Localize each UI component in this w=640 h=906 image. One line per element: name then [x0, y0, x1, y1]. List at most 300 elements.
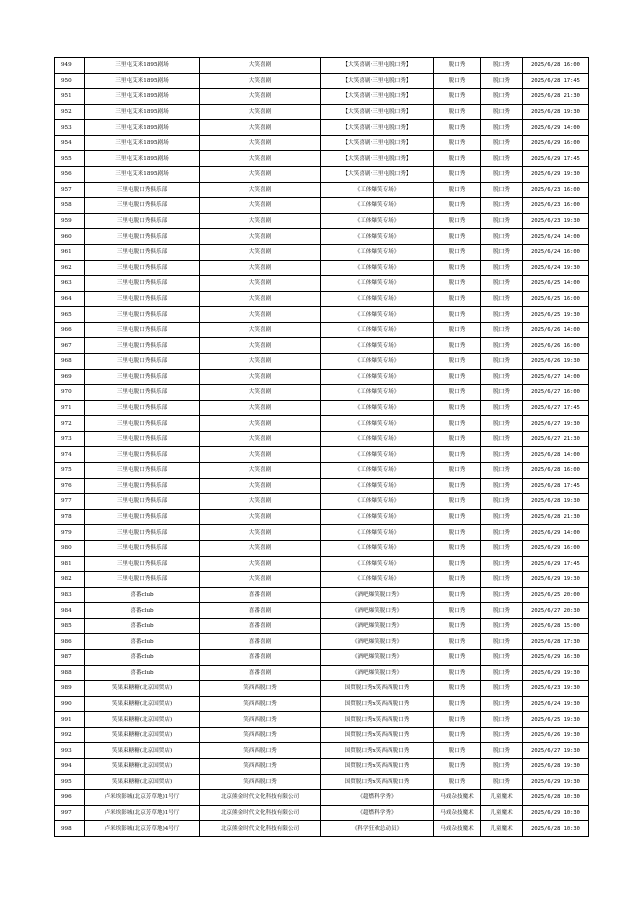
show-title-cell: 【大笑喜剧·三里屯脱口秀】: [321, 151, 434, 167]
showtime-cell: 2025/6/27 19:30: [523, 743, 589, 759]
row-number: 987: [55, 649, 85, 665]
row-number: 960: [55, 229, 85, 245]
category-cell: 脱口秀: [434, 649, 481, 665]
venue-cell: 三里屯脱口秀俱乐部: [85, 447, 200, 463]
subcategory-cell: 脱口秀: [481, 353, 523, 369]
row-number: 995: [55, 774, 85, 790]
category-cell: 脱口秀: [434, 556, 481, 572]
showtime-cell: 2025/6/23 16:00: [523, 182, 589, 198]
show-title-cell: 《工体爆笑专场》: [321, 400, 434, 416]
organizer-cell: 大笑喜剧: [200, 244, 321, 260]
showtime-cell: 2025/6/23 19:30: [523, 213, 589, 229]
row-number: 954: [55, 135, 85, 151]
venue-cell: 笑果束糖糖(北京国贸店): [85, 681, 200, 697]
organizer-cell: 大笑喜剧: [200, 353, 321, 369]
subcategory-cell: 脱口秀: [481, 120, 523, 136]
showtime-cell: 2025/6/28 17:45: [523, 478, 589, 494]
organizer-cell: 大笑喜剧: [200, 104, 321, 120]
table-row: [55, 572, 589, 588]
row-number: 993: [55, 743, 85, 759]
venue-cell: 笑果束糖糖(北京国贸店): [85, 774, 200, 790]
row-number: 972: [55, 416, 85, 432]
showtime-cell: 2025/6/28 17:45: [523, 73, 589, 89]
category-cell: 脱口秀: [434, 104, 481, 120]
show-title-cell: 【大笑喜剧·三里屯脱口秀】: [321, 89, 434, 105]
show-title-cell: 《工体爆笑专场》: [321, 463, 434, 479]
table-row: [55, 821, 589, 837]
category-cell: 脱口秀: [434, 213, 481, 229]
subcategory-cell: 脱口秀: [481, 774, 523, 790]
table-row: [55, 556, 589, 572]
table-row: [55, 167, 589, 183]
row-number: 949: [55, 58, 85, 74]
showtime-cell: 2025/6/29 19:30: [523, 665, 589, 681]
subcategory-cell: 脱口秀: [481, 244, 523, 260]
show-title-cell: 《酒吧爆笑脱口秀》: [321, 665, 434, 681]
show-title-cell: 《工体爆笑专场》: [321, 260, 434, 276]
showtime-cell: 2025/6/29 10:30: [523, 805, 589, 821]
table-row: [55, 307, 589, 323]
venue-cell: 卢米埃影城(北京芳草地)4号厅: [85, 821, 200, 837]
showtime-cell: 2025/6/25 19:30: [523, 307, 589, 323]
category-cell: 脱口秀: [434, 494, 481, 510]
row-number: 986: [55, 634, 85, 650]
showtime-cell: 2025/6/27 14:00: [523, 369, 589, 385]
showtime-cell: 2025/6/27 17:45: [523, 400, 589, 416]
show-title-cell: 国贸脱口秀x笑西西脱口秀: [321, 712, 434, 728]
row-number: 965: [55, 307, 85, 323]
row-number: 976: [55, 478, 85, 494]
venue-cell: 三里屯脱口秀俱乐部: [85, 307, 200, 323]
venue-cell: 笑果束糖糖(北京国贸店): [85, 759, 200, 775]
venue-cell: 笑果束糖糖(北京国贸店): [85, 696, 200, 712]
organizer-cell: 笑西西脱口秀: [200, 774, 321, 790]
organizer-cell: 大笑喜剧: [200, 276, 321, 292]
row-number: 984: [55, 603, 85, 619]
showtime-cell: 2025/6/26 19:30: [523, 353, 589, 369]
row-number: 975: [55, 463, 85, 479]
venue-cell: 三里屯脱口秀俱乐部: [85, 182, 200, 198]
show-title-cell: 《工体爆笑专场》: [321, 307, 434, 323]
venue-cell: 笑果束糖糖(北京国贸店): [85, 712, 200, 728]
category-cell: 脱口秀: [434, 276, 481, 292]
venue-cell: 三里屯脱口秀俱乐部: [85, 213, 200, 229]
organizer-cell: 笑西西脱口秀: [200, 712, 321, 728]
showtime-cell: 2025/6/29 16:30: [523, 649, 589, 665]
category-cell: 脱口秀: [434, 322, 481, 338]
row-number: 997: [55, 805, 85, 821]
show-title-cell: 《工体爆笑专场》: [321, 353, 434, 369]
venue-cell: 三里屯脱口秀俱乐部: [85, 556, 200, 572]
table-row: [55, 603, 589, 619]
show-title-cell: 【大笑喜剧·三里屯脱口秀】: [321, 120, 434, 136]
venue-cell: 三里屯脱口秀俱乐部: [85, 198, 200, 214]
organizer-cell: 笑西西脱口秀: [200, 759, 321, 775]
row-number: 982: [55, 572, 85, 588]
venue-cell: 三里屯脱口秀俱乐部: [85, 322, 200, 338]
show-title-cell: 《工体爆笑专场》: [321, 322, 434, 338]
table-row: [55, 260, 589, 276]
showtime-cell: 2025/6/28 21:30: [523, 89, 589, 105]
showtime-cell: 2025/6/28 19:30: [523, 494, 589, 510]
organizer-cell: 大笑喜剧: [200, 338, 321, 354]
showtime-cell: 2025/6/28 19:30: [523, 104, 589, 120]
organizer-cell: 大笑喜剧: [200, 322, 321, 338]
table-row: [55, 525, 589, 541]
row-number: 961: [55, 244, 85, 260]
venue-cell: 三里屯脱口秀俱乐部: [85, 229, 200, 245]
table-row: [55, 135, 589, 151]
subcategory-cell: 脱口秀: [481, 58, 523, 74]
row-number: 996: [55, 790, 85, 806]
venue-cell: 三里屯脱口秀俱乐部: [85, 540, 200, 556]
category-cell: 脱口秀: [434, 307, 481, 323]
venue-cell: 三里屯脱口秀俱乐部: [85, 509, 200, 525]
show-title-cell: 【大笑喜剧·三里屯脱口秀】: [321, 167, 434, 183]
category-cell: 脱口秀: [434, 400, 481, 416]
showtime-cell: 2025/6/28 16:00: [523, 58, 589, 74]
subcategory-cell: 脱口秀: [481, 572, 523, 588]
show-title-cell: 国贸脱口秀x笑西西脱口秀: [321, 696, 434, 712]
row-number: 990: [55, 696, 85, 712]
subcategory-cell: 脱口秀: [481, 727, 523, 743]
venue-cell: 喜番club: [85, 665, 200, 681]
venue-cell: 三里屯脱口秀俱乐部: [85, 525, 200, 541]
category-cell: 脱口秀: [434, 572, 481, 588]
category-cell: 脱口秀: [434, 525, 481, 541]
row-number: 988: [55, 665, 85, 681]
organizer-cell: 大笑喜剧: [200, 494, 321, 510]
row-number: 968: [55, 353, 85, 369]
subcategory-cell: 脱口秀: [481, 369, 523, 385]
table-row: [55, 805, 589, 821]
table-row: [55, 58, 589, 74]
show-title-cell: 国贸脱口秀x笑西西脱口秀: [321, 681, 434, 697]
show-title-cell: 《工体爆笑专场》: [321, 198, 434, 214]
table-row: [55, 213, 589, 229]
organizer-cell: 大笑喜剧: [200, 416, 321, 432]
organizer-cell: 大笑喜剧: [200, 369, 321, 385]
showtime-cell: 2025/6/24 19:30: [523, 696, 589, 712]
subcategory-cell: 脱口秀: [481, 759, 523, 775]
venue-cell: 三里屯脱口秀俱乐部: [85, 291, 200, 307]
category-cell: 脱口秀: [434, 540, 481, 556]
show-title-cell: 《工体爆笑专场》: [321, 182, 434, 198]
category-cell: 脱口秀: [434, 260, 481, 276]
organizer-cell: 大笑喜剧: [200, 463, 321, 479]
show-title-cell: 《酒吧爆笑脱口秀》: [321, 618, 434, 634]
table-row: [55, 681, 589, 697]
subcategory-cell: 脱口秀: [481, 73, 523, 89]
subcategory-cell: 脱口秀: [481, 540, 523, 556]
category-cell: 马戏杂技魔术: [434, 805, 481, 821]
venue-cell: 三里屯艾米1895剧场: [85, 104, 200, 120]
show-title-cell: 《工体爆笑专场》: [321, 509, 434, 525]
venue-cell: 喜番club: [85, 603, 200, 619]
show-title-cell: 《超燃科学秀》: [321, 805, 434, 821]
row-number: 991: [55, 712, 85, 728]
subcategory-cell: 脱口秀: [481, 416, 523, 432]
row-number: 958: [55, 198, 85, 214]
performance-schedule-table: [54, 57, 589, 837]
table-row: [55, 431, 589, 447]
row-number: 951: [55, 89, 85, 105]
category-cell: 脱口秀: [434, 151, 481, 167]
category-cell: 脱口秀: [434, 58, 481, 74]
organizer-cell: 喜番喜剧: [200, 603, 321, 619]
table-row: [55, 400, 589, 416]
show-title-cell: 《工体爆笑专场》: [321, 525, 434, 541]
subcategory-cell: 儿童魔术: [481, 821, 523, 837]
subcategory-cell: 脱口秀: [481, 182, 523, 198]
organizer-cell: 大笑喜剧: [200, 260, 321, 276]
showtime-cell: 2025/6/25 14:00: [523, 276, 589, 292]
venue-cell: 卢米埃影城(北京芳草地)1号厅: [85, 790, 200, 806]
category-cell: 脱口秀: [434, 696, 481, 712]
organizer-cell: 大笑喜剧: [200, 73, 321, 89]
showtime-cell: 2025/6/23 16:00: [523, 198, 589, 214]
subcategory-cell: 脱口秀: [481, 494, 523, 510]
showtime-cell: 2025/6/29 16:00: [523, 135, 589, 151]
row-number: 957: [55, 182, 85, 198]
showtime-cell: 2025/6/29 14:00: [523, 120, 589, 136]
venue-cell: 三里屯艾米1895剧场: [85, 120, 200, 136]
row-number: 964: [55, 291, 85, 307]
table-row: [55, 759, 589, 775]
organizer-cell: 大笑喜剧: [200, 167, 321, 183]
row-number: 989: [55, 681, 85, 697]
venue-cell: 卢米埃影城(北京芳草地)1号厅: [85, 805, 200, 821]
table-row: [55, 540, 589, 556]
category-cell: 脱口秀: [434, 509, 481, 525]
row-number: 980: [55, 540, 85, 556]
venue-cell: 三里屯脱口秀俱乐部: [85, 353, 200, 369]
organizer-cell: 大笑喜剧: [200, 400, 321, 416]
category-cell: 脱口秀: [434, 478, 481, 494]
subcategory-cell: 脱口秀: [481, 618, 523, 634]
table-row: [55, 104, 589, 120]
venue-cell: 三里屯脱口秀俱乐部: [85, 431, 200, 447]
row-number: 979: [55, 525, 85, 541]
organizer-cell: 喜番喜剧: [200, 649, 321, 665]
show-title-cell: 《工体爆笑专场》: [321, 244, 434, 260]
show-title-cell: 【大笑喜剧·三里屯脱口秀】: [321, 104, 434, 120]
subcategory-cell: 脱口秀: [481, 385, 523, 401]
organizer-cell: 大笑喜剧: [200, 58, 321, 74]
show-title-cell: 《酒吧爆笑脱口秀》: [321, 634, 434, 650]
organizer-cell: 大笑喜剧: [200, 89, 321, 105]
subcategory-cell: 脱口秀: [481, 649, 523, 665]
organizer-cell: 笑西西脱口秀: [200, 743, 321, 759]
showtime-cell: 2025/6/25 16:00: [523, 291, 589, 307]
row-number: 994: [55, 759, 85, 775]
subcategory-cell: 脱口秀: [481, 260, 523, 276]
showtime-cell: 2025/6/28 19:30: [523, 759, 589, 775]
table-row: [55, 494, 589, 510]
organizer-cell: 北京熊金时代文化科技有限公司: [200, 821, 321, 837]
subcategory-cell: 脱口秀: [481, 743, 523, 759]
venue-cell: 三里屯脱口秀俱乐部: [85, 385, 200, 401]
venue-cell: 三里屯艾米1895剧场: [85, 73, 200, 89]
showtime-cell: 2025/6/28 16:00: [523, 463, 589, 479]
subcategory-cell: 脱口秀: [481, 556, 523, 572]
venue-cell: 三里屯艾米1895剧场: [85, 135, 200, 151]
venue-cell: 三里屯脱口秀俱乐部: [85, 572, 200, 588]
category-cell: 脱口秀: [434, 603, 481, 619]
subcategory-cell: 脱口秀: [481, 478, 523, 494]
organizer-cell: 大笑喜剧: [200, 120, 321, 136]
category-cell: 脱口秀: [434, 759, 481, 775]
row-number: 955: [55, 151, 85, 167]
showtime-cell: 2025/6/24 19:30: [523, 260, 589, 276]
table-row: [55, 369, 589, 385]
row-number: 952: [55, 104, 85, 120]
showtime-cell: 2025/6/28 14:00: [523, 447, 589, 463]
table-row: [55, 322, 589, 338]
venue-cell: 三里屯脱口秀俱乐部: [85, 416, 200, 432]
organizer-cell: 喜番喜剧: [200, 634, 321, 650]
subcategory-cell: 脱口秀: [481, 587, 523, 603]
row-number: 983: [55, 587, 85, 603]
row-number: 963: [55, 276, 85, 292]
organizer-cell: 大笑喜剧: [200, 198, 321, 214]
category-cell: 脱口秀: [434, 182, 481, 198]
subcategory-cell: 脱口秀: [481, 463, 523, 479]
table-row: [55, 385, 589, 401]
category-cell: 脱口秀: [434, 681, 481, 697]
organizer-cell: 大笑喜剧: [200, 431, 321, 447]
category-cell: 脱口秀: [434, 587, 481, 603]
category-cell: 脱口秀: [434, 416, 481, 432]
table-row: [55, 743, 589, 759]
show-title-cell: 《工体爆笑专场》: [321, 572, 434, 588]
category-cell: 脱口秀: [434, 353, 481, 369]
organizer-cell: 大笑喜剧: [200, 213, 321, 229]
row-number: 973: [55, 431, 85, 447]
venue-cell: 笑果束糖糖(北京国贸店): [85, 727, 200, 743]
organizer-cell: 笑西西脱口秀: [200, 681, 321, 697]
subcategory-cell: 脱口秀: [481, 151, 523, 167]
organizer-cell: 大笑喜剧: [200, 135, 321, 151]
subcategory-cell: 脱口秀: [481, 634, 523, 650]
subcategory-cell: 脱口秀: [481, 400, 523, 416]
showtime-cell: 2025/6/24 16:00: [523, 244, 589, 260]
subcategory-cell: 脱口秀: [481, 712, 523, 728]
table-row: [55, 229, 589, 245]
show-title-cell: 《工体爆笑专场》: [321, 478, 434, 494]
table-row: [55, 509, 589, 525]
show-title-cell: 《工体爆笑专场》: [321, 447, 434, 463]
row-number: 967: [55, 338, 85, 354]
show-title-cell: 【大笑喜剧·三里屯脱口秀】: [321, 73, 434, 89]
category-cell: 脱口秀: [434, 447, 481, 463]
category-cell: 脱口秀: [434, 385, 481, 401]
showtime-cell: 2025/6/24 14:00: [523, 229, 589, 245]
table-row: [55, 73, 589, 89]
subcategory-cell: 脱口秀: [481, 322, 523, 338]
organizer-cell: 大笑喜剧: [200, 182, 321, 198]
show-title-cell: 【大笑喜剧·三里屯脱口秀】: [321, 135, 434, 151]
showtime-cell: 2025/6/28 15:00: [523, 618, 589, 634]
showtime-cell: 2025/6/26 19:30: [523, 727, 589, 743]
organizer-cell: 北京熊金时代文化科技有限公司: [200, 790, 321, 806]
row-number: 953: [55, 120, 85, 136]
subcategory-cell: 脱口秀: [481, 135, 523, 151]
category-cell: 脱口秀: [434, 167, 481, 183]
category-cell: 脱口秀: [434, 727, 481, 743]
organizer-cell: 大笑喜剧: [200, 151, 321, 167]
showtime-cell: 2025/6/25 19:30: [523, 712, 589, 728]
subcategory-cell: 脱口秀: [481, 338, 523, 354]
venue-cell: 三里屯艾米1895剧场: [85, 167, 200, 183]
row-number: 962: [55, 260, 85, 276]
table-row: [55, 276, 589, 292]
table-row: [55, 774, 589, 790]
table-row: [55, 790, 589, 806]
venue-cell: 三里屯脱口秀俱乐部: [85, 494, 200, 510]
showtime-cell: 2025/6/29 16:00: [523, 540, 589, 556]
venue-cell: 三里屯脱口秀俱乐部: [85, 244, 200, 260]
show-title-cell: 《工体爆笑专场》: [321, 229, 434, 245]
category-cell: 脱口秀: [434, 73, 481, 89]
show-title-cell: 国贸脱口秀x笑西西脱口秀: [321, 774, 434, 790]
table-row: [55, 291, 589, 307]
table-row: [55, 151, 589, 167]
show-title-cell: 《酒吧爆笑脱口秀》: [321, 649, 434, 665]
category-cell: 脱口秀: [434, 244, 481, 260]
category-cell: 脱口秀: [434, 712, 481, 728]
venue-cell: 三里屯脱口秀俱乐部: [85, 463, 200, 479]
row-number: 978: [55, 509, 85, 525]
row-number: 966: [55, 322, 85, 338]
category-cell: 脱口秀: [434, 618, 481, 634]
subcategory-cell: 脱口秀: [481, 198, 523, 214]
show-title-cell: 《工体爆笑专场》: [321, 494, 434, 510]
organizer-cell: 喜番喜剧: [200, 665, 321, 681]
category-cell: 脱口秀: [434, 229, 481, 245]
venue-cell: 喜番club: [85, 634, 200, 650]
venue-cell: 喜番club: [85, 649, 200, 665]
showtime-cell: 2025/6/27 16:00: [523, 385, 589, 401]
venue-cell: 笑果束糖糖(北京国贸店): [85, 743, 200, 759]
subcategory-cell: 脱口秀: [481, 89, 523, 105]
table-row: [55, 182, 589, 198]
table-row: [55, 244, 589, 260]
show-title-cell: 《工体爆笑专场》: [321, 291, 434, 307]
showtime-cell: 2025/6/27 20:30: [523, 603, 589, 619]
show-title-cell: 《工体爆笑专场》: [321, 431, 434, 447]
table-row: [55, 649, 589, 665]
organizer-cell: 笑西西脱口秀: [200, 696, 321, 712]
show-title-cell: 《酒吧爆笑脱口秀》: [321, 587, 434, 603]
table-row: [55, 416, 589, 432]
category-cell: 脱口秀: [434, 634, 481, 650]
show-title-cell: 《科学狂欢总动员》: [321, 821, 434, 837]
subcategory-cell: 儿童魔术: [481, 790, 523, 806]
venue-cell: 三里屯脱口秀俱乐部: [85, 338, 200, 354]
organizer-cell: 大笑喜剧: [200, 572, 321, 588]
venue-cell: 喜番club: [85, 587, 200, 603]
showtime-cell: 2025/6/29 17:45: [523, 151, 589, 167]
table-row: [55, 89, 589, 105]
row-number: 956: [55, 167, 85, 183]
table-row: [55, 696, 589, 712]
venue-cell: 三里屯脱口秀俱乐部: [85, 369, 200, 385]
subcategory-cell: 脱口秀: [481, 431, 523, 447]
venue-cell: 三里屯脱口秀俱乐部: [85, 478, 200, 494]
subcategory-cell: 脱口秀: [481, 696, 523, 712]
subcategory-cell: 脱口秀: [481, 525, 523, 541]
